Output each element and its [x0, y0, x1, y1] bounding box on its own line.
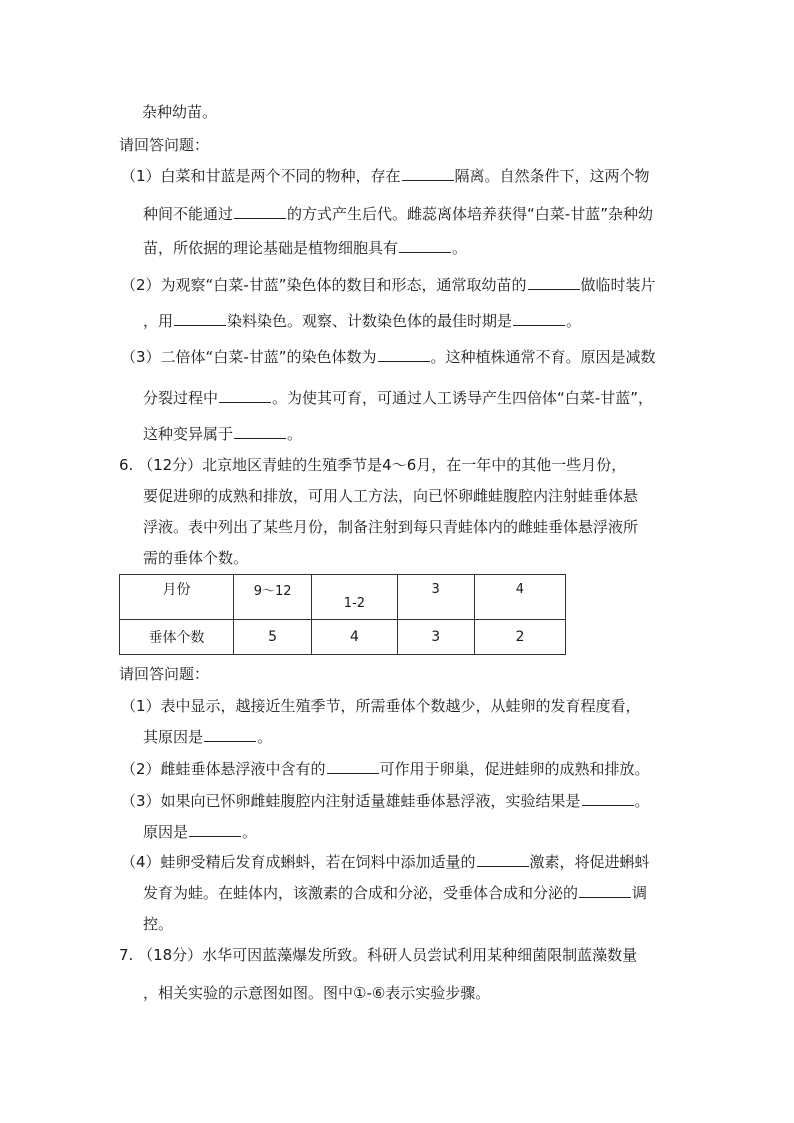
text-line: [119, 664, 209, 684]
table-cell: [233, 620, 311, 655]
text: 染料染色。观察、计数染色体的最佳时期是: [227, 312, 513, 330]
text: （1）白菜和甘蓝是两个不同的物种，存在: [121, 167, 401, 185]
answer-blank[interactable]: [204, 727, 256, 742]
question-5-3-line3: [143, 424, 302, 444]
question-7-line2: [143, 983, 490, 1003]
text: 激素，将促进蝌蚪: [529, 853, 650, 871]
text: 种间不能通过: [143, 205, 234, 223]
question-6-line3: [143, 517, 638, 537]
text: 其原因是: [143, 728, 204, 746]
answer-blank[interactable]: [402, 166, 454, 181]
text: 浮液。表中列出了某些月份，制备注射到每只青蛙体内的雌蛙垂体悬浮液所: [143, 518, 639, 536]
answer-blank[interactable]: [378, 347, 430, 362]
table-cell: [397, 575, 474, 620]
cell-text: 垂体个数: [148, 630, 205, 646]
answer-blank[interactable]: [174, 311, 226, 326]
question-5-3-line1: [121, 347, 656, 367]
table-row: [120, 620, 566, 655]
cell-text: 1-2: [343, 596, 366, 611]
cell-text: 3: [431, 582, 440, 597]
text: 发育为蛙。在蛙体内，该激素的合成和分泌，受垂体合成和分泌的: [143, 884, 579, 902]
text: （3）如果向已怀卵雌蛙腹腔内注射适量雄蛙垂体悬浮液，实验结果是: [121, 792, 581, 810]
answer-blank[interactable]: [528, 275, 580, 290]
table-cell: [474, 575, 565, 620]
text: 。: [452, 239, 468, 257]
text: 。这种植株通常不育。原因是减数: [430, 348, 656, 366]
question-6-4-line1: [121, 852, 650, 872]
answer-blank[interactable]: [219, 388, 271, 403]
text: 杂种幼苗。: [142, 103, 218, 121]
text-line: [142, 102, 217, 122]
answer-blank[interactable]: [579, 883, 631, 898]
question-5-1-line1: [121, 166, 650, 186]
text: 7. （18分）水华可因蓝藻爆发所致。科研人员尝试利用某种细菌限制蓝藻数量: [119, 946, 638, 964]
text: 可作用于卵巢，促进蛙卵的成熟和排放。: [379, 760, 650, 778]
cell-text: 4: [515, 582, 525, 597]
text: 。为使其可育，可通过人工诱导产生四倍体“白菜-甘蓝”，: [272, 389, 653, 407]
text: 。: [634, 792, 650, 810]
text: 。: [257, 728, 273, 746]
text: ，相关实验的示意图如图。图中①-⑥表示实验步骤。: [143, 984, 491, 1002]
text: 这种变异属于: [143, 425, 234, 443]
text: 。: [566, 312, 582, 330]
pituitary-table: [119, 574, 566, 655]
text: 原因是: [143, 823, 189, 841]
answer-blank[interactable]: [399, 238, 451, 253]
text: 的方式产生后代。雌蕊离体培养获得“白菜-甘蓝”杂种幼: [287, 205, 653, 223]
cell-text: 3: [431, 629, 441, 645]
text: 分裂过程中: [143, 389, 219, 407]
question-6-1-line1: [121, 696, 641, 716]
cell-text: 5: [268, 629, 278, 645]
text: 要促进卵的成熟和排放，可用人工方法，向已怀卵雌蛙腹腔内注射蛙垂体悬: [143, 487, 639, 505]
text: 苗，所依据的理论基础是植物细胞具有: [143, 239, 399, 257]
question-5-3-line2: [143, 388, 653, 408]
cell-text: 2: [515, 629, 525, 645]
question-6-line2: [143, 486, 638, 506]
table-cell: [312, 620, 397, 655]
question-6-3-line2: [143, 822, 257, 842]
cell-text: 月份: [162, 582, 191, 598]
question-6-1-line2: [143, 727, 272, 747]
question-7-line1: [119, 945, 637, 965]
table-cell: [120, 620, 234, 655]
text: （3）二倍体“白菜-甘蓝”的染色体数为: [121, 348, 377, 366]
text: 做临时装片: [580, 276, 656, 294]
table-cell: [312, 575, 397, 620]
text: 控。: [143, 915, 174, 933]
question-5-1-line3: [143, 238, 467, 258]
table-cell: [474, 620, 565, 655]
cell-text: 4: [349, 629, 359, 645]
question-6-4-line2: [143, 883, 647, 903]
table-cell: [397, 620, 474, 655]
answer-blank[interactable]: [189, 822, 241, 837]
table-row: [120, 575, 566, 620]
text: 调: [632, 884, 648, 902]
question-6-4-line3: [143, 914, 173, 934]
cell-text: 9～12: [253, 583, 292, 599]
text: 需的垂体个数。: [143, 549, 249, 567]
text: （2）为观察“白菜-甘蓝”染色体的数目和形态，通常取幼苗的: [121, 276, 527, 294]
question-6-line4: [143, 548, 248, 568]
answer-blank[interactable]: [477, 852, 529, 867]
question-5-1-line2: [143, 204, 653, 224]
table-cell: [120, 575, 234, 620]
text: 6. （12分）北京地区青蛙的生殖季节是4～6月，在一年中的其他一些月份，: [119, 456, 627, 474]
text: （1）表中显示，越接近生殖季节，所需垂体个数越少，从蛙卵的发育程度看，: [121, 697, 641, 715]
text: 隔离。自然条件下，这两个物: [454, 167, 650, 185]
text: 请回答问题：: [119, 136, 210, 154]
answer-blank[interactable]: [582, 791, 634, 806]
table-cell: [233, 575, 311, 620]
question-6-2-line1: [121, 759, 650, 779]
text: 。: [242, 823, 258, 841]
text: ，用: [143, 312, 174, 330]
question-5-2-line2: [143, 311, 581, 331]
text-line: [119, 135, 209, 155]
question-6-3-line1: [121, 791, 650, 811]
text: （4）蛙卵受精后发育成蝌蚪，若在饲料中添加适量的: [121, 853, 476, 871]
text: 请回答问题：: [119, 665, 210, 683]
text: （2）雌蛙垂体悬浮液中含有的: [121, 760, 326, 778]
text: 。: [287, 425, 303, 443]
answer-blank[interactable]: [513, 311, 565, 326]
question-5-2-line1: [121, 275, 656, 295]
answer-blank[interactable]: [234, 204, 286, 219]
question-6-line1: [119, 455, 626, 475]
answer-blank[interactable]: [234, 424, 286, 439]
answer-blank[interactable]: [327, 759, 379, 774]
